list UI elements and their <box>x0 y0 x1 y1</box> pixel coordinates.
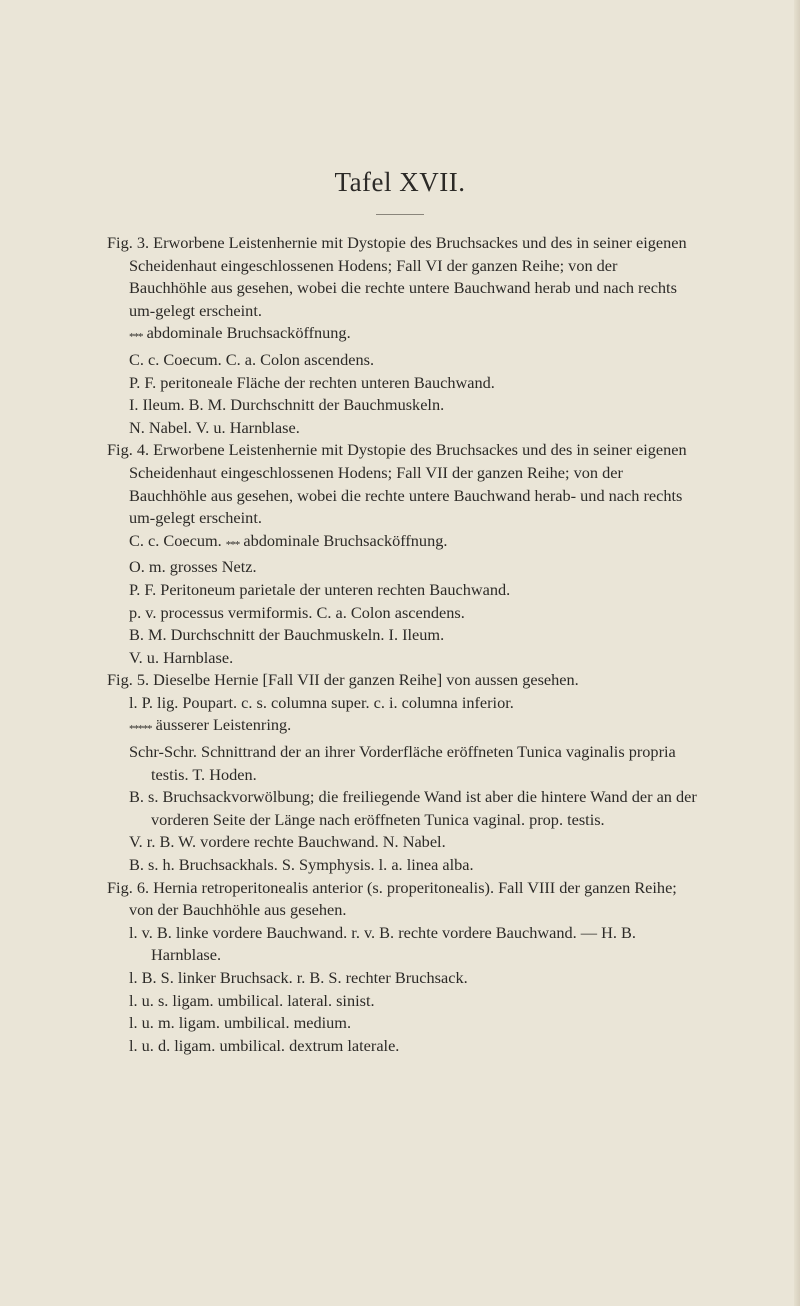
figure-legend <box>129 322 699 439</box>
legend-item: V. u. Harnblase. <box>129 647 234 667</box>
page-edge-shadow <box>794 0 800 1306</box>
figure-description: Fig. 5. Dieselbe Hernie [Fall VII der ganzen Reihe] von aussen gesehen. <box>107 670 579 690</box>
legend-item: B. M. Durchschnitt der Bauchmuskeln. I. Ileum. <box>129 625 445 645</box>
figure-description: Fig. 3. Erworbene Leistenhernie mit Dystopie des Bruchsackes und des in seiner eigenen Scheidenhaut eingeschlossenen Hodens; Fall VI der ganzen Reihe; von der Bauchhöhle aus gesehen, wobei die rechte untere Bauchwand herab und nach rechts um-gelegt erscheint. <box>107 233 687 320</box>
legend-item: I. Ileum. B. M. Durchschnitt der Bauchmuskeln. <box>129 395 445 415</box>
figure-caption-4 <box>107 439 699 669</box>
legend-item: l. P. lig. Poupart. c. s. columna super. c. i. columna inferior. <box>129 692 514 712</box>
legend-item: l. u. d. ligam. umbilical. dextrum laterale. <box>129 1035 400 1055</box>
legend-item: N. Nabel. V. u. Harnblase. <box>129 417 300 437</box>
figure-label: Fig. 5. <box>107 670 150 690</box>
legend-item: P. F. peritoneale Fläche der rechten unteren Bauchwand. <box>129 372 495 392</box>
legend-item: ***** äusserer Leistenring. <box>129 715 292 736</box>
figure-caption-6 <box>107 877 699 1058</box>
legend-item: *** abdominale Bruchsacköffnung. <box>129 323 351 344</box>
figure-label: Fig. 6. <box>107 877 150 897</box>
figure-label: Fig. 3. <box>107 233 150 252</box>
legend-item: C. c. Coecum. C. a. Colon ascendens. <box>129 349 375 369</box>
legend-item: p. v. processus vermiformis. C. a. Colon ascendens. <box>129 602 465 622</box>
legend-item: B. s. Bruchsackvorwölbung; die freiliegende Wand ist aber die hintere Wand der an der vorderen Seite der Länge nach eröffneten Tunica vaginal. prop. testis. <box>129 787 697 829</box>
legend-item: P. F. Peritoneum parietale der unteren rechten Bauchwand. <box>129 579 511 599</box>
figure-legend <box>129 530 699 670</box>
figure-legend <box>129 692 699 877</box>
legend-item: l. B. S. linker Bruchsack. r. B. S. rechter Bruchsack. <box>129 968 468 987</box>
figure-caption-5 <box>107 669 699 876</box>
asterisk-marker: *** <box>225 538 240 551</box>
legend-item: l. v. B. linke vordere Bauchwand. r. v. B. rechte vordere Bauchwand. — H. B. Harnblase. <box>129 922 636 965</box>
legend-item: l. u. m. ligam. umbilical. medium. <box>129 1013 352 1033</box>
legend-item: Schr-Schr. Schnittrand der an ihrer Vorderfläche eröffneten Tunica vaginalis propria testis. T. Hoden. <box>129 742 676 784</box>
figure-caption-3 <box>107 232 699 439</box>
asterisk-marker: *** <box>129 331 143 344</box>
legend-item: C. c. Coecum. *** abdominale Bruchsacköffnung. <box>129 530 448 551</box>
figure-legend <box>129 922 699 1058</box>
figure-description: Fig. 6. Hernia retroperitonealis anterior (s. properitonealis). Fall VIII der ganzen Reihe; von der Bauchhöhle aus gesehen. <box>107 877 677 920</box>
figure-description: Fig. 4. Erworbene Leistenhernie mit Dystopie des Bruchsackes und des in seiner eigenen Scheidenhaut eingeschlossenen Hodens; Fall VII der ganzen Reihe; von der Bauchhöhle aus gesehen, wobei die rechte untere Bauchwand herab- und nach rechts um-gelegt erscheint. <box>107 440 687 528</box>
legend-item: O. m. grosses Netz. <box>129 557 257 577</box>
legend-item: V. r. B. W. vordere rechte Bauchwand. N. Nabel. <box>129 832 446 852</box>
legend-item: B. s. h. Bruchsackhals. S. Symphysis. l. a. linea alba. <box>129 855 474 875</box>
caption-list <box>107 232 699 1057</box>
page-title: Tafel XVII. <box>334 167 466 197</box>
title-divider <box>376 214 424 215</box>
figure-label: Fig. 4. <box>107 440 150 460</box>
asterisk-marker: ***** <box>129 723 152 736</box>
legend-item: l. u. s. ligam. umbilical. lateral. sinist. <box>129 990 375 1010</box>
